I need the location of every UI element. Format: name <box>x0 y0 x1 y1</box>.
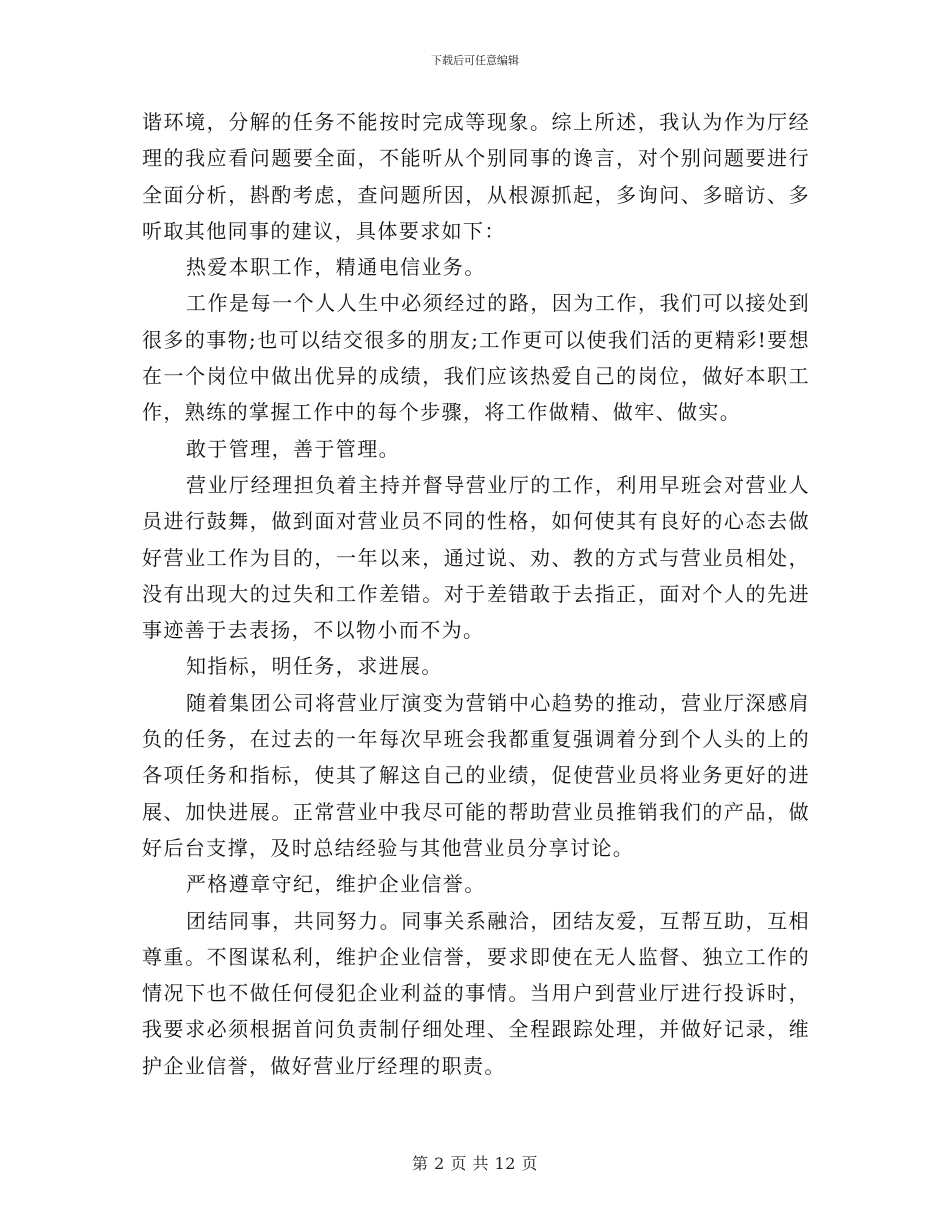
section-heading-discipline: 严格遵章守纪，维护企业信誉。 <box>186 872 486 897</box>
paragraph-continuation: 谐环境，分解的任务不能按时完成等现象。综上所述，我认为作为厅经理的我应看问题要全面，不能听从个别同事的谗言，对个别问题要进行全面分析，斟酌考虑，查问题所因，从根源抓起，多询问、多暗访、多听取其他同事的建议，具体要求如下： <box>142 110 810 243</box>
section-heading-management: 敢于管理，善于管理。 <box>186 436 400 461</box>
section-heading-targets: 知指标，明任务，求进展。 <box>186 654 443 679</box>
page-footer: 第 2 页 共 12 页 <box>412 1154 538 1173</box>
section-heading-love-work: 热爱本职工作，精通电信业务。 <box>186 255 486 280</box>
paragraph-targets: 随着集团公司将营业厅演变为营销中心趋势的推动，营业厅深感肩负的任务，在过去的一年每次早班会我都重复强调着分到个人头的上的各项任务和指标，使其了解这自己的业绩，促使营业员将业务更好的进展、加快进展。正常营业中我尽可能的帮助营业员推销我们的产品，做好后台支撑，及时总结经验与其他营业员分享讨论。 <box>142 690 810 860</box>
paragraph-teamwork: 团结同事，共同努力。同事关系融洽，团结友爱，互帮互助，互相尊重。不图谋私利，维护企业信誉，要求即使在无人监督、独立工作的情况下也不做任何侵犯企业利益的事情。当用户到营业厅进行投诉时，我要求必须根据首问负责制仔细处理、全程跟踪处理，并做好记录，维护企业信誉，做好营业厅经理的职责。 <box>142 908 810 1078</box>
document-body <box>142 104 810 1084</box>
page-header: 下载后可任意编辑 <box>431 54 519 67</box>
paragraph-work: 工作是每一个人人生中必须经过的路，因为工作，我们可以接处到很多的事物;也可以结交很多的朋友;工作更可以使我们活的更精彩!要想在一个岗位中做出优异的成绩，我们应该热爱自己的岗位，做好本职工作，熟练的掌握工作中的每个步骤，将工作做精、做牢、做实。 <box>142 291 810 425</box>
paragraph-management: 营业厅经理担负着主持并督导营业厅的工作，利用早班会对营业人员进行鼓舞，做到面对营业员不同的性格，如何使其有良好的心态去做好营业工作为目的，一年以来，通过说、劝、教的方式与营业员相处，没有出现大的过失和工作差错。对于差错敢于去指正，面对个人的先进事迹善于去表扬，不以物小而不为。 <box>142 472 810 643</box>
